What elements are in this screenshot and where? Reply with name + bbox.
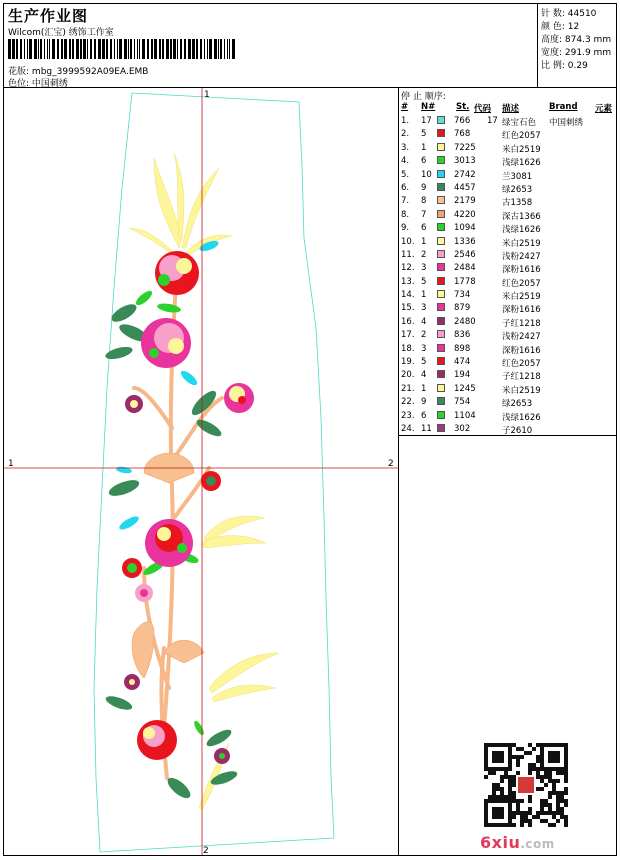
row-needle: 5 [421, 276, 427, 287]
row-number: 2. [401, 129, 410, 140]
row-needle: 6 [421, 223, 427, 234]
color-swatch [437, 330, 445, 338]
row-number: 6. [401, 182, 410, 193]
color-swatch [437, 237, 445, 245]
spec-width [541, 45, 611, 58]
col-needle: N# [421, 102, 436, 112]
page-title: 生产作业图 [8, 7, 89, 25]
row-number: 1. [401, 116, 410, 126]
row-number: 8. [401, 209, 410, 220]
spec-label: 高度: [541, 35, 563, 45]
row-description: 米白2519 [502, 385, 541, 396]
row-needle: 7 [421, 209, 427, 220]
sequence-title: 停 止 顺序: [401, 92, 446, 102]
color-swatch [437, 357, 445, 365]
color-swatch [437, 129, 445, 137]
sequence-row [399, 116, 616, 129]
row-description: 深古1366 [502, 211, 541, 222]
row-stitches: 1245 [454, 383, 476, 394]
flower-purple-left [125, 395, 143, 413]
row-number: 16. [401, 316, 415, 327]
spec-panel [538, 4, 616, 88]
row-needle: 2 [421, 249, 427, 260]
sequence-row [399, 210, 616, 223]
spec-colors [541, 19, 579, 32]
row-description: 米白2519 [502, 144, 541, 155]
row-description: 浅绿1626 [502, 412, 541, 423]
row-description: 子2610 [502, 425, 533, 436]
row-stitches: 1094 [454, 223, 476, 234]
sequence-row [399, 344, 616, 357]
logo-text: 6xiu [480, 833, 521, 852]
row-description: 红色2057 [502, 131, 541, 142]
sequence-row [399, 330, 616, 343]
row-stitches: 766 [454, 116, 471, 126]
col-code: 代码 [474, 104, 492, 114]
color-swatch [437, 183, 445, 191]
row-description: 兰3081 [502, 171, 533, 182]
design-preview [4, 88, 399, 855]
row-needle: 3 [421, 343, 427, 354]
flower-red-left [122, 558, 142, 578]
row-stitches: 2484 [454, 263, 476, 274]
row-description: 深粉1616 [502, 265, 541, 276]
row-needle: 6 [421, 156, 427, 167]
sequence-row [399, 411, 616, 424]
row-number: 12. [401, 263, 415, 274]
spec-height [541, 32, 611, 45]
row-needle: 11 [421, 423, 432, 434]
sequence-row [399, 384, 616, 397]
spec-value: 291.9 mm [564, 48, 612, 58]
row-description: 古1358 [502, 198, 533, 209]
flower-small-right [224, 383, 254, 413]
stop-sequence-table [399, 88, 616, 436]
col-desc: 描述 [502, 104, 520, 114]
row-needle: 10 [421, 169, 432, 180]
sequence-row [399, 424, 616, 437]
row-stitches: 4457 [454, 182, 476, 193]
row-number: 21. [401, 383, 415, 394]
col-elements: 元素 [595, 104, 613, 114]
row-description: 米白2519 [502, 292, 541, 303]
row-description: 浅绿1626 [502, 225, 541, 236]
row-stitches: 879 [454, 303, 471, 314]
spec-value: 12 [567, 22, 580, 32]
sequence-row [399, 183, 616, 196]
row-number: 15. [401, 303, 415, 314]
flower-large-lower [145, 519, 193, 567]
row-needle: 4 [421, 370, 427, 381]
row-description: 绿2653 [502, 399, 533, 410]
header-info [4, 4, 538, 88]
row-number: 23. [401, 410, 415, 421]
spec-value: 0.29 [567, 61, 588, 71]
row-stitches: 1336 [454, 236, 476, 247]
col-brand: Brand [549, 102, 578, 112]
axis-label-top: 1 [204, 90, 210, 100]
sequence-row [399, 303, 616, 316]
row-needle: 6 [421, 410, 427, 421]
row-number: 13. [401, 276, 415, 287]
color-swatch [437, 210, 445, 218]
color-swatch [437, 411, 445, 419]
color-swatch [437, 384, 445, 392]
row-description: 浅粉2427 [502, 251, 541, 262]
color-swatch [437, 370, 445, 378]
row-number: 19. [401, 357, 415, 368]
row-stitches: 3013 [454, 156, 476, 167]
row-needle: 4 [421, 316, 427, 327]
colorway-label: 色位: [8, 79, 30, 89]
row-stitches: 734 [454, 290, 471, 301]
row-brand: 中国刺绣 [549, 118, 584, 128]
sequence-row [399, 250, 616, 263]
color-swatch [437, 196, 445, 204]
row-description: 深粉1616 [502, 345, 541, 356]
axis-label-bottom: 2 [203, 846, 209, 855]
sequence-rows [399, 116, 616, 437]
colorway-value: 中国刺绣 [31, 79, 68, 89]
spec-label: 宽度: [541, 48, 563, 58]
row-needle: 5 [421, 129, 427, 140]
sequence-row [399, 397, 616, 410]
row-number: 24. [401, 423, 415, 434]
axis-label-right: 2 [388, 459, 394, 469]
logo-suffix: .com [520, 837, 555, 851]
sequence-row [399, 237, 616, 250]
color-swatch [437, 143, 445, 151]
row-number: 4. [401, 156, 410, 167]
row-number: 3. [401, 142, 410, 153]
software-name: Wilcom(汇宝) 绣饰工作室 [8, 28, 114, 38]
row-number: 5. [401, 169, 410, 180]
color-swatch [437, 397, 445, 405]
row-needle: 3 [421, 263, 427, 274]
row-description: 绿宝石色 [502, 118, 537, 128]
color-swatch [437, 170, 445, 178]
design-label: 花版: [8, 67, 30, 77]
row-needle: 2 [421, 330, 427, 341]
sequence-row [399, 357, 616, 370]
row-needle: 1 [421, 290, 427, 301]
spec-label: 针 数: [541, 9, 565, 19]
row-number: 7. [401, 196, 410, 207]
production-sheet [3, 3, 617, 856]
sequence-row [399, 143, 616, 156]
spec-scale [541, 58, 588, 71]
row-number: 9. [401, 223, 410, 234]
sequence-row [399, 196, 616, 209]
row-needle: 8 [421, 196, 427, 207]
row-number: 10. [401, 236, 415, 247]
row-description: 深粉1616 [502, 305, 541, 316]
row-stitches: 768 [454, 129, 471, 140]
row-stitches: 194 [454, 370, 471, 381]
sequence-row [399, 170, 616, 183]
row-stitches: 2480 [454, 316, 476, 327]
row-stitches: 474 [454, 357, 471, 368]
color-swatch [437, 344, 445, 352]
color-swatch [437, 250, 445, 258]
row-stitches: 4220 [454, 209, 476, 220]
sequence-row [399, 290, 616, 303]
spec-stitch-count [541, 6, 596, 19]
sequence-header-row [399, 102, 616, 114]
color-swatch [437, 277, 445, 285]
row-needle: 1 [421, 383, 427, 394]
row-needle: 1 [421, 142, 427, 153]
color-swatch [437, 116, 445, 124]
spec-label: 颜 色: [541, 22, 565, 32]
row-description: 红色2057 [502, 278, 541, 289]
spec-value: 44510 [567, 9, 597, 19]
sequence-row [399, 156, 616, 169]
row-stitches: 2546 [454, 249, 476, 260]
barcode [8, 39, 236, 59]
flower-pink-mid [141, 318, 191, 368]
row-stitches: 898 [454, 343, 471, 354]
design-value: mbg_3999592A09EA.EMB [31, 67, 149, 77]
row-number: 11. [401, 249, 415, 260]
row-description: 绿2653 [502, 184, 533, 195]
row-stitches: 1104 [454, 410, 476, 421]
row-stitches: 1778 [454, 276, 476, 287]
row-stitches: 2742 [454, 169, 476, 180]
color-swatch [437, 156, 445, 164]
sequence-row [399, 223, 616, 236]
row-needle: 9 [421, 397, 427, 408]
sequence-row [399, 277, 616, 290]
row-stitches: 2179 [454, 196, 476, 207]
flower-small-center [201, 471, 221, 491]
col-num: # [401, 102, 409, 112]
row-stitches: 7225 [454, 142, 476, 153]
color-swatch [437, 424, 445, 432]
spec-label: 比 例: [541, 61, 565, 71]
row-needle: 3 [421, 303, 427, 314]
flower-bottom [137, 720, 177, 760]
flower-large-top [155, 251, 199, 295]
flower-pink-small [135, 584, 153, 602]
sequence-row [399, 129, 616, 142]
row-description: 浅粉2427 [502, 332, 541, 343]
row-needle: 1 [421, 236, 427, 247]
axis-label-left: 1 [8, 459, 14, 469]
row-stitches: 836 [454, 330, 471, 341]
row-number: 20. [401, 370, 415, 381]
color-swatch [437, 317, 445, 325]
row-number: 22. [401, 397, 415, 408]
row-stitches: 754 [454, 397, 471, 408]
row-description: 子红1218 [502, 372, 541, 383]
color-swatch [437, 263, 445, 271]
row-number: 18. [401, 343, 415, 354]
spec-value: 874.3 mm [564, 35, 612, 45]
sequence-row [399, 263, 616, 276]
row-needle: 17 [421, 116, 432, 126]
col-stitches: St. [456, 102, 470, 112]
site-logo [480, 833, 555, 852]
row-needle: 5 [421, 357, 427, 368]
embroidery-canvas [4, 88, 399, 855]
row-stitches: 302 [454, 423, 471, 434]
row-description: 浅绿1626 [502, 158, 541, 169]
row-number: 14. [401, 290, 415, 301]
sequence-row [399, 317, 616, 330]
color-swatch [437, 290, 445, 298]
row-needle: 9 [421, 182, 427, 193]
color-swatch [437, 223, 445, 231]
qr-code [484, 743, 568, 827]
row-description: 红色2057 [502, 359, 541, 370]
row-description: 米白2519 [502, 238, 541, 249]
row-number: 17. [401, 330, 415, 341]
color-swatch [437, 303, 445, 311]
sequence-row [399, 370, 616, 383]
row-description: 子红1218 [502, 318, 541, 329]
row-code: 17 [487, 116, 498, 126]
